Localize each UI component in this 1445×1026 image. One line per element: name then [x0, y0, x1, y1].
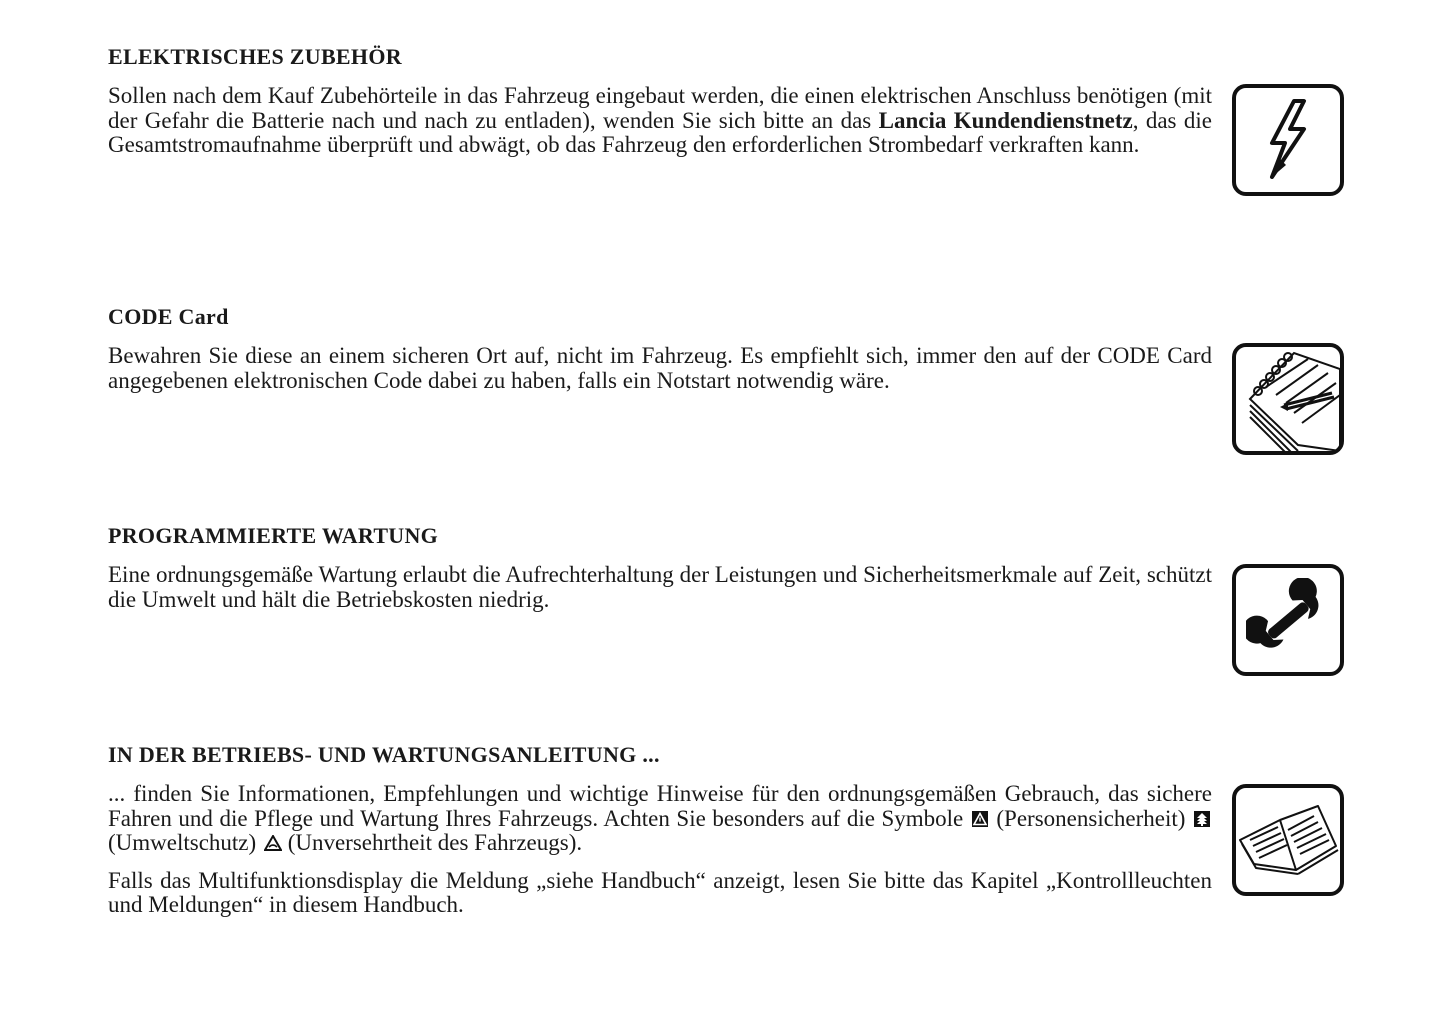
- paragraph-text: , das die Gesamtstromaufnahme überprüft und abwägt, ob das Fahrzeug den erforderlichen Strombedarf verkraften kann.: [108, 107, 1213, 157]
- section-paragraph: Eine ordnungsgemäße Wartung erlaubt die Aufrechterhaltung der Leistungen und Sicherheitsmerkmale auf Zeit, schützt die Umwelt und hält die Betriebskosten niedrig.: [108, 562, 1212, 612]
- vehicle-integrity-icon: [264, 832, 280, 848]
- section-paragraph: Bewahren Sie diese an einem sicheren Ort auf, nicht im Fahrzeug. Es empfiehlt sich, immer den auf der CODE Card angegebenen elektronischen Code dabei zu haben, falls ein Notstart notwendig wäre.: [108, 343, 1212, 393]
- section-electrical-accessories: [108, 44, 1212, 158]
- paragraph-bold-text: Lancia Kundendienstnetz: [878, 107, 1133, 133]
- section-paragraph: [108, 782, 1212, 856]
- section-code-card: [108, 304, 1212, 393]
- paragraph-text: (Personensicherheit): [989, 805, 1192, 831]
- section-paragraph: Falls das Multifunktionsdisplay die Meldung „siehe Handbuch“ anzeigt, lesen Sie bitte das Kapitel „Kontrollleuchten und Meldungen“ in diesem Handbuch.: [108, 867, 1212, 917]
- paragraph-text: Sollen nach dem Kauf Zubehörteile in das Fahrzeug eingebaut werden, die einen elektrischen Anschluss benötigen (mit der Gefahr die Batterie nach und nach zu entladen), wenden Sie sich bitte an das: [108, 83, 1212, 133]
- personal-safety-icon: [972, 808, 988, 824]
- section-heading: PROGRAMMIERTE WARTUNG: [108, 523, 439, 548]
- section-scheduled-maintenance: [108, 523, 1212, 612]
- paragraph-text: (Unversehrtheit des Fahrzeugs).: [281, 830, 583, 855]
- notepad-icon: [1232, 343, 1344, 455]
- paragraph-text: ... finden Sie Informationen, Empfehlungen und wichtige Hinweise für den ordnungsgemäßen Gebrauch, das sichere Fahren und die Pflege und Wartung Ihres Fahrzeugs. Achten Sie besonders auf die Symbole: [108, 781, 1212, 831]
- section-paragraph: [108, 84, 1212, 158]
- section-heading: ELEKTRISCHES ZUBEHÖR: [108, 44, 402, 69]
- environment-icon: [1194, 808, 1210, 824]
- wrench-icon: [1232, 564, 1344, 676]
- open-book-icon: [1232, 784, 1344, 896]
- lightning-icon: [1232, 84, 1344, 196]
- paragraph-text: (Umweltschutz): [108, 830, 262, 855]
- section-heading: IN DER BETRIEBS- UND WARTUNGSANLEITUNG ...: [108, 742, 660, 767]
- section-manual-info: [108, 742, 1212, 918]
- section-heading: CODE Card: [108, 304, 229, 329]
